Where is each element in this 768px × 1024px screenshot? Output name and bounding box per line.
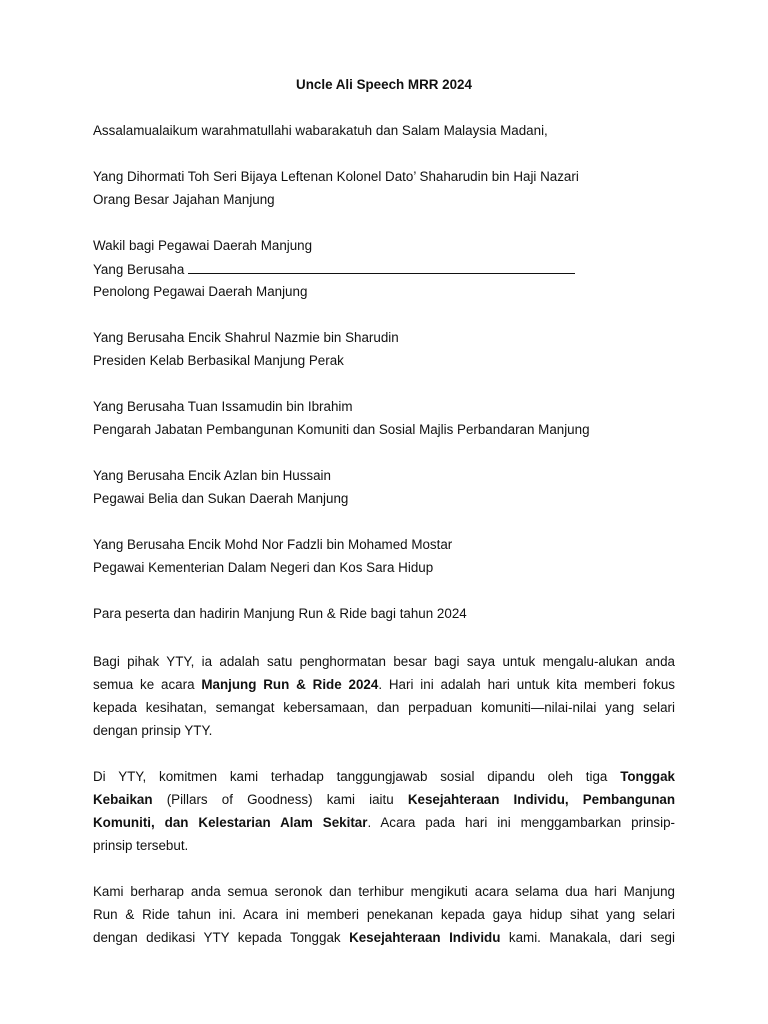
greeting-line: Assalamualaikum warahmatullahi wabarakatuh dan Salam Malaysia Madani,: [93, 123, 548, 138]
paragraph-line: Kami berharap anda semua seronok dan terhibur mengikuti acara selama dua hari Manjung: [93, 884, 675, 899]
bold-text: Kebaikan: [93, 792, 153, 807]
salutation-4-line-1: Yang Berusaha Tuan Issamudin bin Ibrahim: [93, 399, 353, 414]
paragraph-closing: [93, 880, 675, 949]
text-run: . Acara pada hari ini menggambarkan prinsip-: [367, 815, 675, 830]
paragraph-line: [93, 765, 675, 788]
paragraph-line: dengan prinsip YTY.: [93, 723, 213, 738]
salutation-3-line-2: Presiden Kelab Berbasikal Manjung Perak: [93, 353, 344, 368]
paragraph-line: kepada kesihatan, semangat kebersamaan, dan perpaduan komuniti—nilai-nilai yang selari: [93, 700, 675, 715]
text-run: semua ke acara: [93, 677, 202, 692]
text-run: kami. Manakala, dari segi: [500, 930, 675, 945]
salutation-6-line-2: Pegawai Kementerian Dalam Negeri dan Kos Sara Hidup: [93, 560, 434, 575]
paragraph-line: [93, 926, 675, 949]
bold-text: Kesejahteraan Individu, Pembangunan: [407, 792, 676, 807]
bold-text: Tonggak: [620, 769, 675, 784]
paragraph-pillars: [93, 765, 675, 857]
salutation-2-line-2: [93, 261, 575, 278]
paragraph-line: Bagi pihak YTY, ia adalah satu penghormatan besar bagi saya untuk mengalu-alukan anda: [93, 654, 675, 669]
paragraph-line: [93, 673, 675, 696]
bold-text: Kesejahteraan Individu: [349, 930, 501, 945]
participants-line: Para peserta dan hadirin Manjung Run & Ride bagi tahun 2024: [93, 606, 467, 621]
paragraph-line: prinsip tersebut.: [93, 838, 189, 853]
salutation-5-line-1: Yang Berusaha Encik Azlan bin Hussain: [93, 468, 331, 483]
salutation-5-line-2: Pegawai Belia dan Sukan Daerah Manjung: [93, 491, 349, 506]
text-run: . Hari ini adalah hari untuk kita memberi fokus: [378, 677, 675, 692]
salutation-2-title: Yang Berusaha: [93, 262, 185, 277]
paragraph-welcome: [93, 650, 675, 742]
paragraph-line: Run & Ride tahun ini. Acara ini memberi penekanan kepada gaya hidup sihat yang selari: [93, 907, 675, 922]
name-blank-underline: [188, 261, 575, 274]
document-title: Uncle Ali Speech MRR 2024: [296, 77, 472, 92]
salutation-4-line-2: Pengarah Jabatan Pembangunan Komuniti dan Sosial Majlis Perbandaran Manjung: [93, 422, 590, 437]
text-run: dengan dedikasi YTY kepada Tonggak: [93, 930, 350, 945]
salutation-1-line-2: Orang Besar Jajahan Manjung: [93, 192, 275, 207]
text-run: (Pillars of Goodness) kami iaitu: [152, 792, 408, 807]
bold-text: Komuniti, dan Kelestarian Alam Sekitar: [93, 815, 368, 830]
salutation-2-line-3: Penolong Pegawai Daerah Manjung: [93, 284, 308, 299]
text-run: Di YTY, komitmen kami terhadap tanggungjawab sosial dipandu oleh tiga: [93, 769, 621, 784]
bold-event-name: Manjung Run & Ride 2024: [201, 677, 379, 692]
salutation-6-line-1: Yang Berusaha Encik Mohd Nor Fadzli bin Mohamed Mostar: [93, 537, 453, 552]
paragraph-line: [93, 788, 675, 811]
salutation-1-line-1: Yang Dihormati Toh Seri Bijaya Leftenan Kolonel Dato’ Shaharudin bin Haji Nazari: [93, 169, 579, 184]
salutation-3-line-1: Yang Berusaha Encik Shahrul Nazmie bin Sharudin: [93, 330, 399, 345]
paragraph-line: [93, 811, 675, 834]
salutation-2-line-1: Wakil bagi Pegawai Daerah Manjung: [93, 238, 313, 253]
